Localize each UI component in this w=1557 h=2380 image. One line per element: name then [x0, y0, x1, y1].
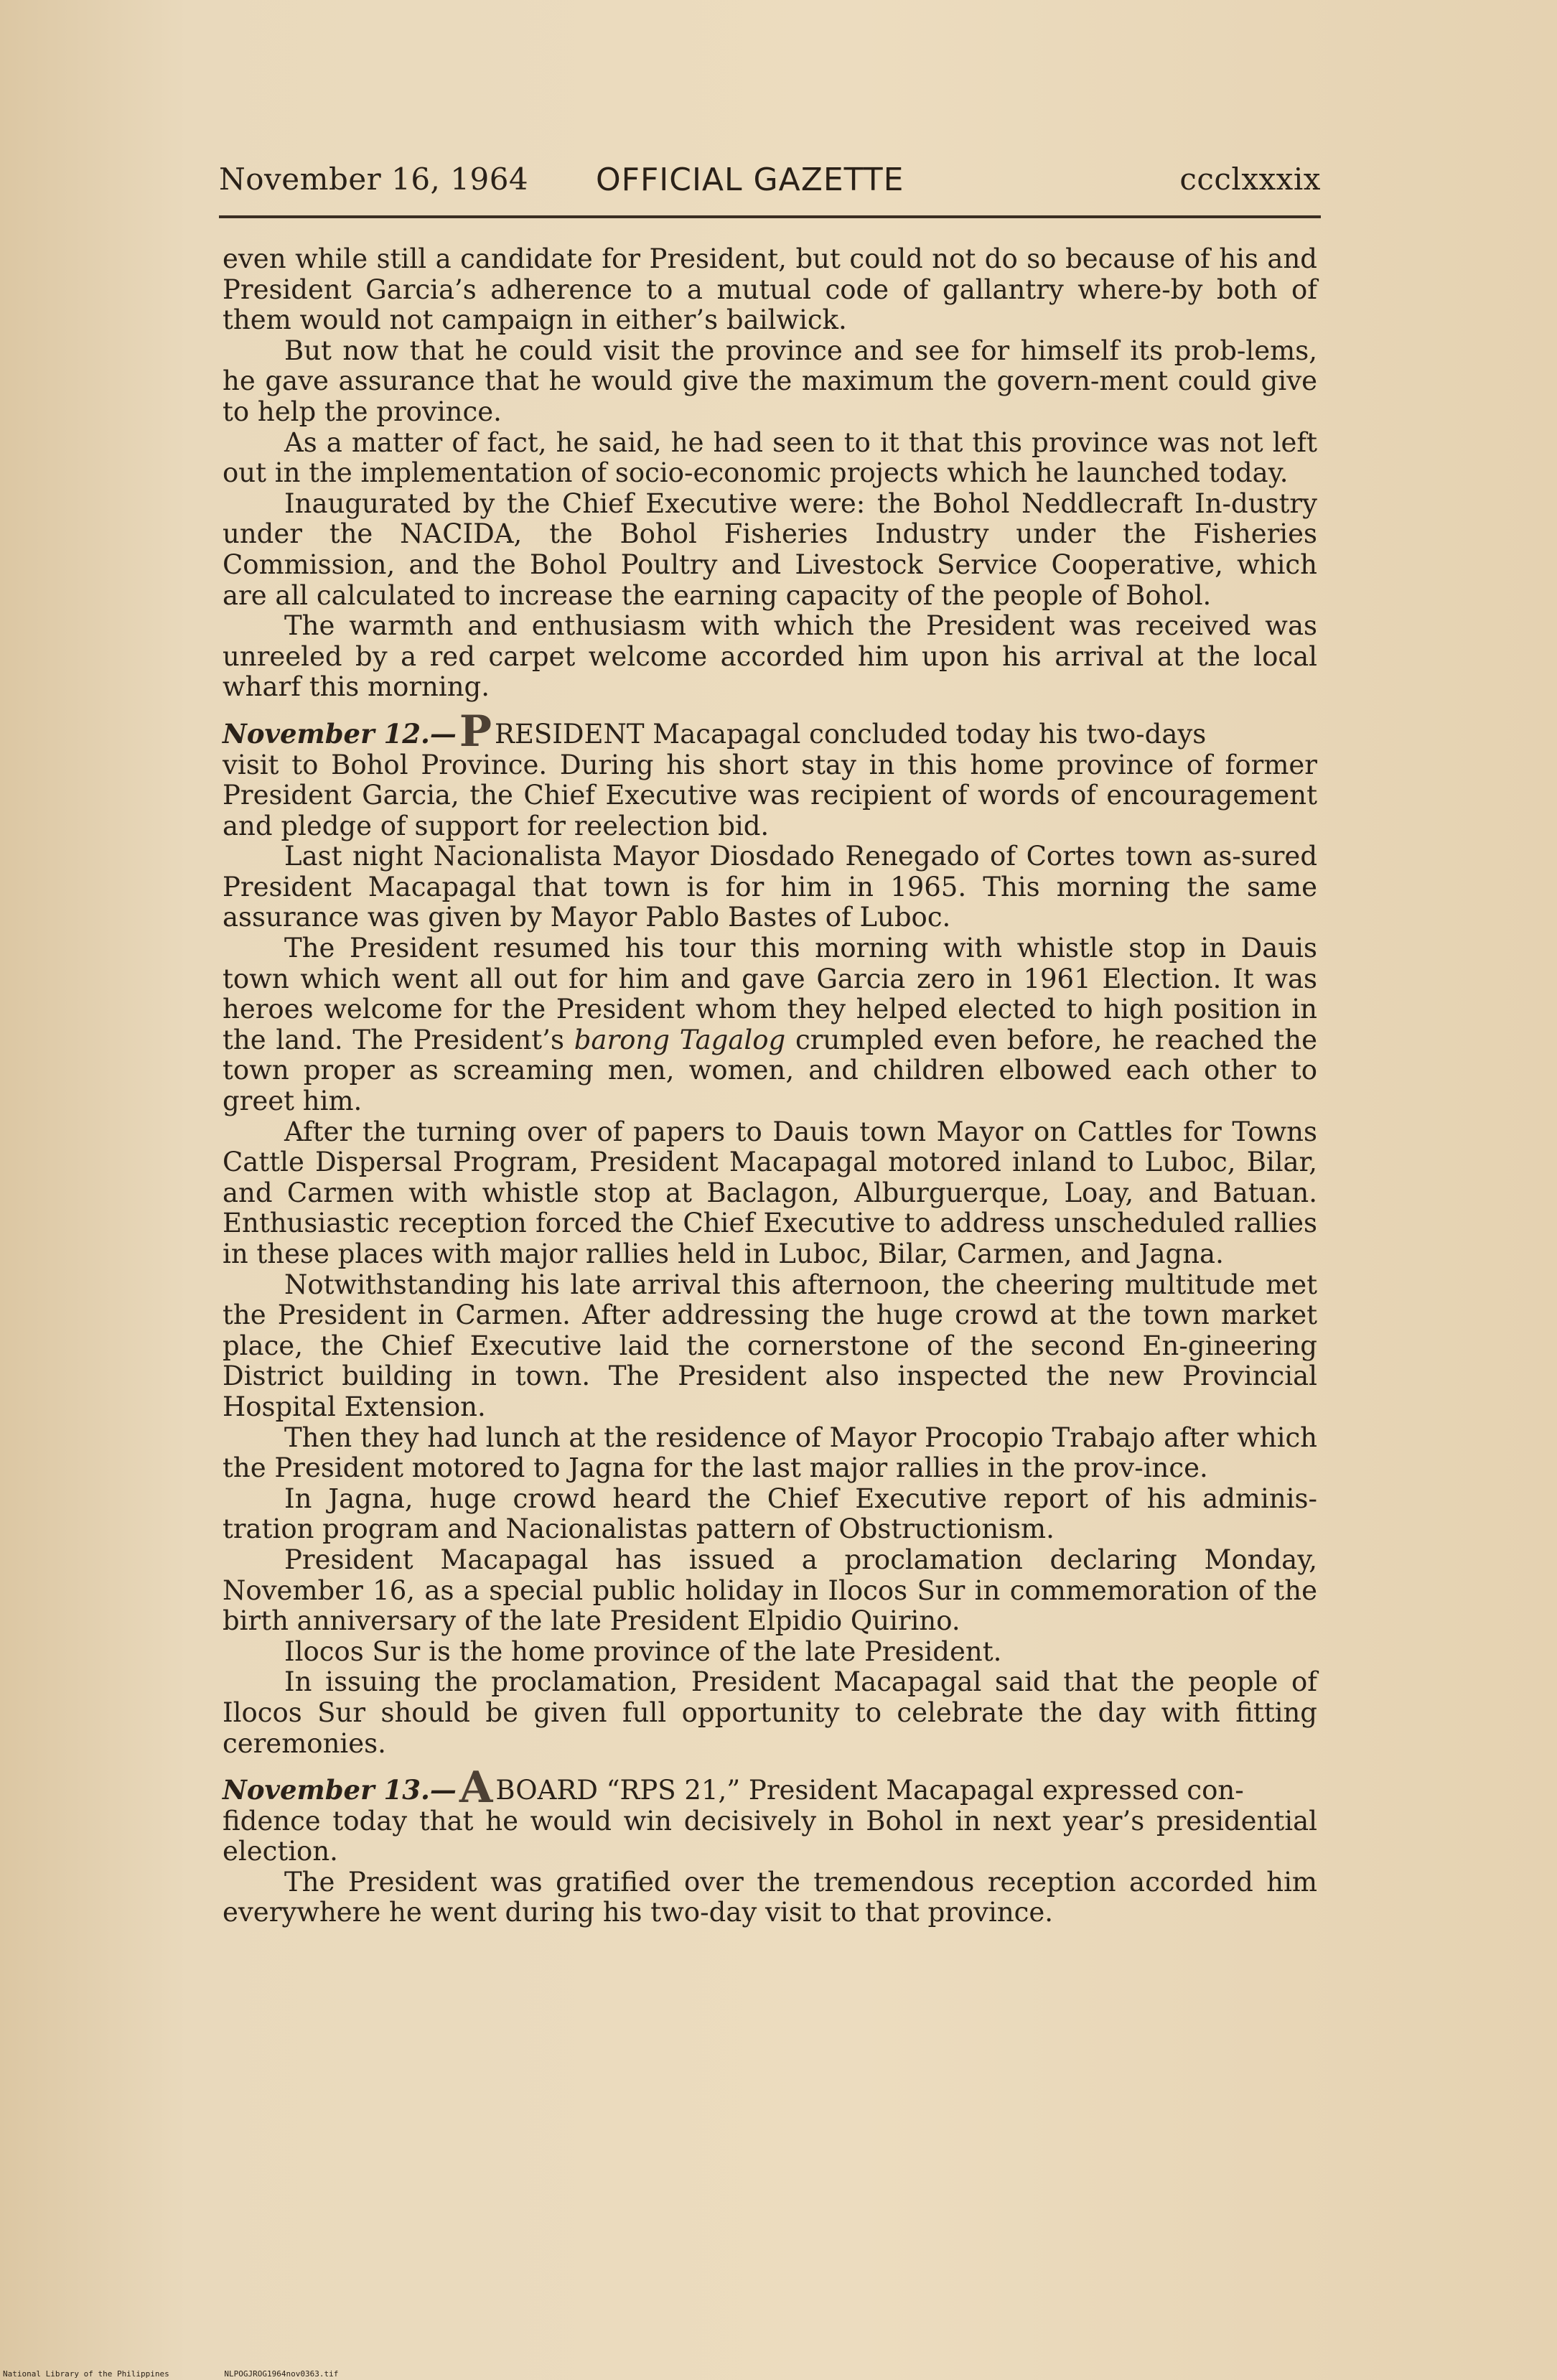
paragraph: Ilocos Sur is the home province of the late President.: [284, 1635, 1002, 1667]
paragraph: But now that he could visit the province and see for himself its prob-lems, he gave assurance that he would give the maximum the govern-ment could give to help the province.: [223, 335, 1317, 427]
nov12-dropcap: P: [459, 706, 492, 757]
text-run: crumpled even before, he reached the town proper as screaming men, women, and children elbowed each other to greet him.: [223, 1024, 1317, 1117]
section-gap: [223, 1759, 1317, 1773]
nov13-lead-text: BOARD “RPS 21,” President Macapagal expressed con-: [495, 1775, 1244, 1806]
paragraph: President Macapagal has issued a proclamation declaring Monday, November 16, as a special public holiday in Ilocos Sur in commemoration of the birth anniversary of the late President Elpidio Quirino.: [223, 1544, 1317, 1637]
nov13-date: November 13.—: [223, 1774, 457, 1806]
header-page-number: ccclxxxix: [1179, 162, 1321, 197]
header-title: OFFICIAL GAZETTE: [596, 162, 904, 198]
paragraph: Notwithstanding his late arrival this afternoon, the cheering multitude met the President in Carmen. After addressing the huge crowd at the town market place, the Chief Executive laid the cornerstone of the second En-gineering District building in town. The President also inspected the new Provincial Hospital Extension.: [223, 1269, 1317, 1422]
paragraph: In Jagna, huge crowd heard the Chief Executive report of his adminis-tration program and Nacionalistas pattern of Obstructionism.: [223, 1483, 1317, 1545]
paragraph: The warmth and enthusiasm with which the President was received was unreeled by a red carpet welcome accorded him upon his arrival at the local wharf this morning.: [223, 610, 1317, 703]
header-rule: [219, 215, 1321, 218]
nov12-lead-text: RESIDENT Macapagal concluded today his two-days: [494, 718, 1207, 750]
nov12-lead-cont-text: visit to Bohol Province. During his short stay in this home province of former President Garcia, the Chief Executive was recipient of words of encouragement and pledge of support for reelection bid.: [223, 749, 1317, 841]
paragraph: [223, 933, 1317, 1117]
nov13-lead-cont-text: fidence today that he would win decisively in Bohol in next year’s presidential election.: [223, 1805, 1317, 1867]
nov12-lead-continued: [223, 750, 1317, 842]
paragraph: After the turning over of papers to Dauis town Mayor on Cattles for Towns Cattle Dispersal Program, President Macapagal motored inland to Luboc, Bilar, and Carmen with whistle stop at Baclagon, Alburguerque, Loay, and Batuan. Enthusiastic reception forced the Chief Executive to address unscheduled rallies in these places with major rallies held in Luboc, Bilar, Carmen, and Jagna.: [223, 1116, 1317, 1269]
nov12-lead: [223, 706, 1317, 757]
nov12-date: November 12.—: [223, 717, 457, 750]
footer-library: National Library of the Philippines: [3, 2369, 169, 2379]
article-body: [223, 244, 1317, 1928]
paragraph: Last night Nacionalista Mayor Diosdado Renegado of Cortes town as-sured President Macapagal that town is for him in 1965. This morning the same assurance was given by Mayor Pablo Bastes of Luboc.: [223, 841, 1317, 933]
text-run: The President resumed his tour this morning with whistle stop in Dauis town which went all out for him and gave Garcia zero in 1961 Election. It was heroes welcome for the President whom they helped elected to high position in the land. The President’s: [223, 933, 1317, 1055]
section-gap: [223, 703, 1317, 717]
paragraph: Then they had lunch at the residence of Mayor Procopio Trabajo after which the President motored to Jagna for the last major rallies in the prov-ince.: [223, 1422, 1317, 1484]
scan-footer: [3, 2369, 388, 2379]
nov13-lead-continued: [223, 1806, 1317, 1867]
paragraph: As a matter of fact, he said, he had seen to it that this province was not left out in the implementation of socio-economic projects which he launched today.: [223, 426, 1317, 489]
header-date: November 16, 1964: [219, 162, 529, 197]
paragraph: In issuing the proclamation, President Macapagal said that the people of Ilocos Sur should be given full opportunity to celebrate the day with fitting ceremonies.: [223, 1666, 1317, 1759]
nov13-lead: [223, 1763, 1317, 1814]
footer-filename: NLPOGJROG1964nov0363.tif: [224, 2369, 339, 2379]
italic-term: barong Tagalog: [574, 1024, 786, 1055]
running-header: [219, 162, 1321, 205]
paragraph: Inaugurated by the Chief Executive were: the Bohol Neddlecraft In-dustry under the NACIDA, the Bohol Fisheries Industry under the Fisheries Commission, and the Bohol Poultry and Livestock Service Cooperative, which are all calculated to increase the earning capacity of the people of Bohol.: [223, 487, 1317, 611]
paragraph: The President was gratified over the tremendous reception accorded him everywhere he went during his two-day visit to that province.: [223, 1866, 1317, 1928]
paragraph: even while still a candidate for President, but could not do so because of his and President Garcia’s adherence to a mutual code of gallantry where-by both of them would not campaign in either’s bailwick.: [223, 243, 1317, 336]
nov13-dropcap: A: [459, 1763, 493, 1814]
